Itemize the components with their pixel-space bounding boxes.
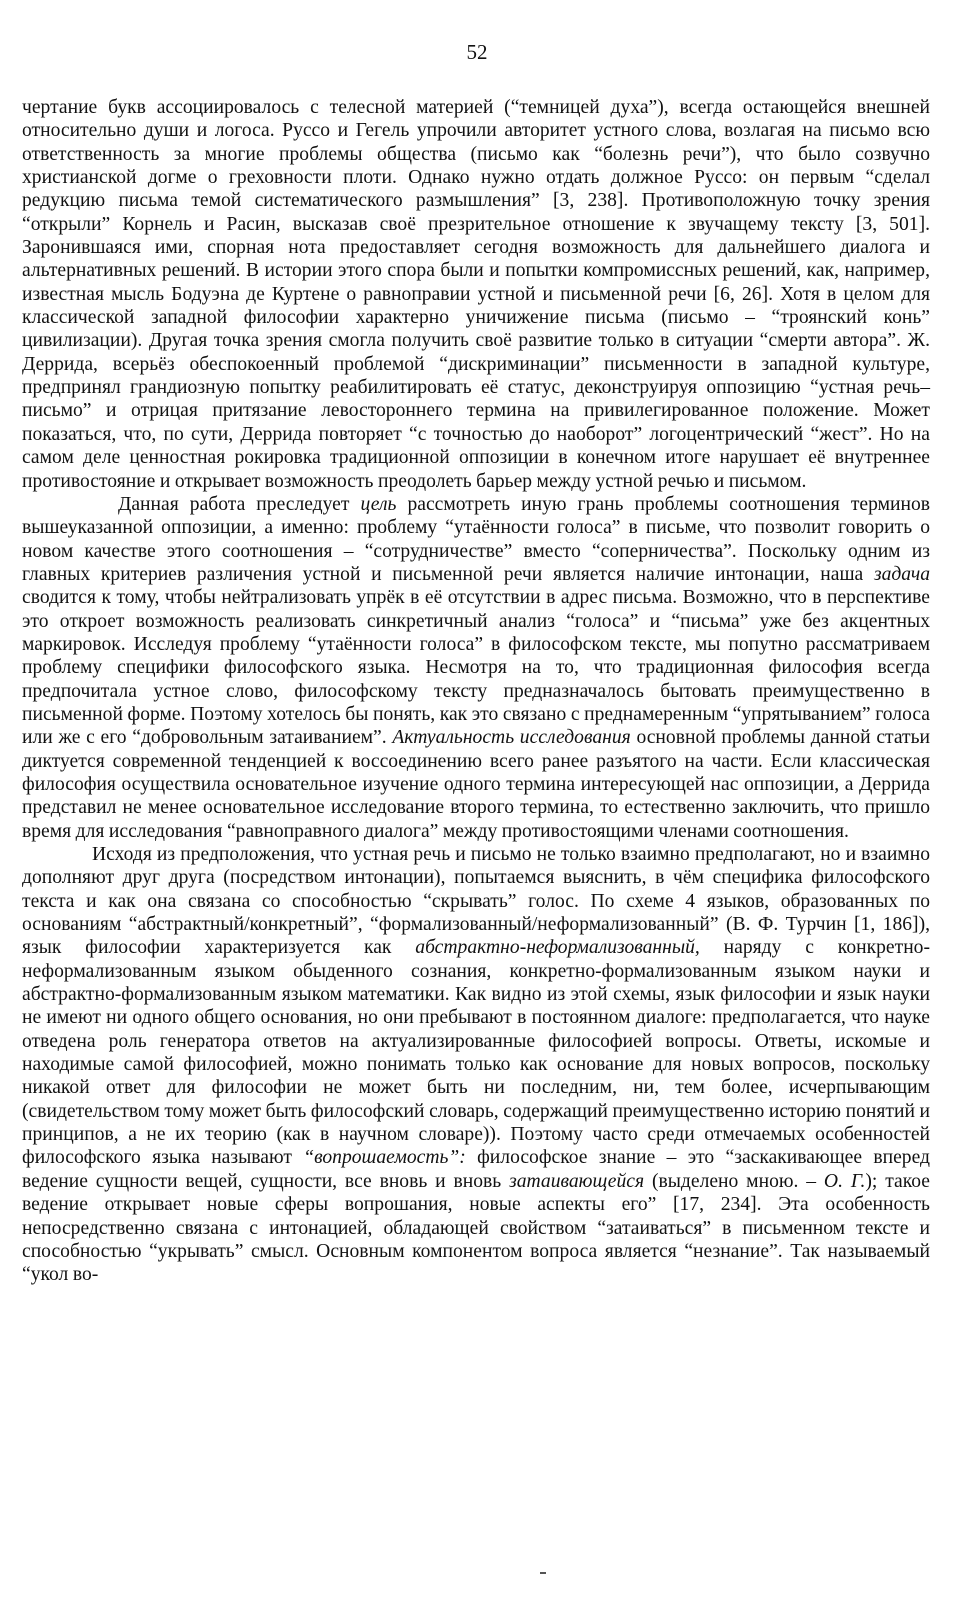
- text-run: чертание букв ассоциировалось с телесной материей (“темницей духа”), всегда остающейся внешней относительно души и логоса. Руссо и Гегель упрочили авторитет устного слова, возлагая на письмо всю ответственность за многие проблемы общества (письмо как “болезнь речи”), что было созвучно христианской догме о греховности плоти. Однако нужно отдать должное Руссо: он первым “сделал редукцию письма темой систематического размышления” [3, 238]. Противоположную точку зрения “открыли” Корнель и Расин, высказав своё презрительное отношение к звучащему тексту [3, 501]. Заронившаяся ими, спорная нота предоставляет сегодня возможность для дальнейшего диалога и альтернативных решений. В истории этого спора были и попытки компромиссных решений, как, например, известная мысль Бодуэна де Куртене о равноправии устной и письменной речи [6, 26]. Хотя в целом для классической западной философии характерно уничижение письма (письмо – “троянский конь” цивилизации). Другая точка зрения смогла получить своё развитие только в ситуации “смерти автора”. Ж. Деррида, всерьёз обеспокоенный проблемой “дискриминации” письменности в западной культуре, предпринял грандиозную попытку реабилитировать её статус, деконструируя оппозицию “устная речь–письмо” и отрицая притязание левостороннего термина на привилегированное положение. Может показаться, что, по сути, Деррида повторяет “с точностью до наоборот” логоцентрический “жест”. Но на самом деле ценностная рокировка традиционной оппозиции в конечном итоге нарушает её внутреннее противостояние и открывает возможность преодолеть барьер между устной речью и письмом.: [22, 97, 930, 492]
- italic-emphasis: Актуальность исследования: [392, 727, 631, 749]
- text-run: философское знание – это “заскакивающее вперед ведение сущности вещей, сущности, все вновь и вновь: [22, 1147, 930, 1192]
- italic-emphasis: О. Г.: [823, 1170, 866, 1192]
- paragraph-3: [22, 843, 930, 1287]
- paragraph-2: [22, 493, 930, 843]
- italic-emphasis: “вопрошаемость”:: [303, 1147, 466, 1169]
- italic-emphasis: задача: [873, 563, 930, 585]
- text-run: Исходя из предположения, что устная речь и письмо не только взаимно предполагают, но и взаимно дополняют друг друга (посредством интонации), попытаемся выяснить, в чём специфика философского текста и как она связана со способностью “скрывать” голос. По схеме 4 языков, образованных по основаниям “абстрактный/конкретный”, “формализованный/неформализованный” (В. Ф. Турчин [1, 186]), язык философии характеризуется как: [22, 844, 930, 959]
- text-run: (выделено мною. –: [644, 1170, 824, 1192]
- text-run: рассмотреть иную грань проблемы соотношения терминов вышеуказанной оппозиции, а именно: проблему “утаённости голоса” в письме, что позволит говорить о новом качестве этого соотношения – “сотрудничестве” вместо “соперничества”. Поскольку одним из главных критериев различения устной и письменной речи является наличие интонации, наша: [22, 493, 930, 585]
- text-run: ); такое ведение открывает новые сферы вопрошания, новые аспекты его” [17, 234]. Эта особенность непосредственно связана с интонацией, обладающей свойством “затаиваться” в письменном тексте и способностью “укрывать” смысл. Основным компонентом вопроса является “незнание”. Так называемый “укол во-: [22, 1170, 930, 1286]
- page-number: 52: [466, 40, 488, 64]
- text-run: основной проблемы данной статьи диктуется современной тенденцией к воссоединению всего ранее разъятого на части. Если классическая философия осуществила основательное изучение одного термина интересующей нас оппозиции, а Деррида представил не менее основательное исследование второго термина, то естественно заключить, что пришло время для исследования “равноправного диалога” между противостоящими членами соотношения.: [22, 727, 931, 842]
- scan-mark: [540, 1572, 546, 1574]
- italic-emphasis: абстрактно-неформализованный,: [415, 937, 700, 959]
- italic-emphasis: цель: [360, 493, 397, 515]
- text-run: наряду с конкретно-неформализованным языком обыденного сознания, конкретно-формализованным языком науки и абстрактно-формализованным языком математики. Как видно из этой схемы, язык философии и язык науки не имеют ни одного общего основания, но они пребывают в постоянном диалоге: предполагается, что науке отведена роль генератора ответов на актуализированные философией вопросы. Ответы, искомые и находимые самой философией, можно понимать только как основание для новых вопросов, поскольку никакой ответ для философии не может быть ни последним, ни, тем более, исчерпывающим (свидетельством тому может быть философский словарь, содержащий преимущественно историю понятий и принципов, а не их теорию (как в научном словаре)). Поэтому часто среди отмечаемых особенностей философского языка называют: [22, 937, 930, 1169]
- italic-emphasis: затаивающейся: [509, 1170, 645, 1192]
- text-run: сводится к тому, чтобы нейтрализовать упрёк в её отсутствии в адрес письма. Возможно, что в перспективе это откроет возможность реализовать синкретичный анализ “голоса” и “письма” уже без акцентных маркировок. Исследуя проблему “утаённости голоса” в философском тексте, мы попутно рассматриваем проблему специфики философского языка. Несмотря на то, что традиционная философия всегда предпочитала устное слово, философскому тексту предназначалось бытовать преимущественно в письменной форме. Поэтому хотелось бы понять, как это связано с преднамеренным “упрятыванием” голоса или же с его “добровольным затаиванием”.: [22, 587, 930, 749]
- paragraph-1: [22, 96, 930, 493]
- text-run: Данная работа преследует: [118, 493, 361, 515]
- body-text: [22, 96, 930, 1287]
